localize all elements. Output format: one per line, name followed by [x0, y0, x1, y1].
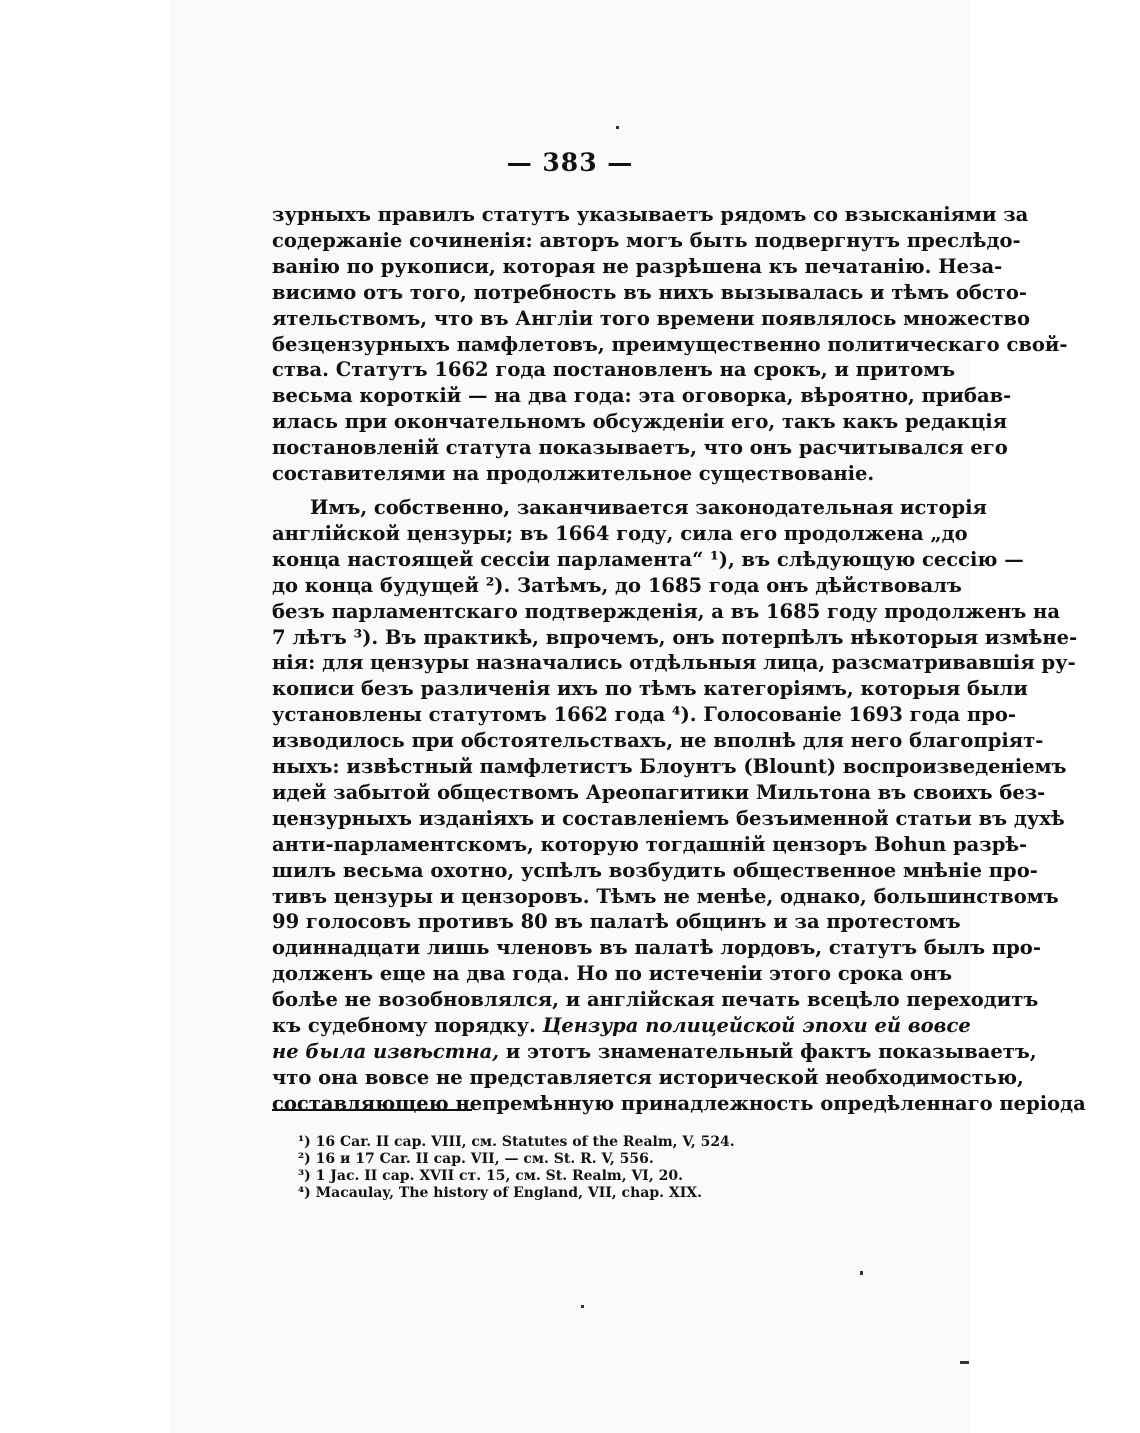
- text-line: весьма короткій — на два года: эта оговорка, вѣроятно, прибав-: [272, 384, 1012, 408]
- footnote-4: ⁴) Macaulay, The history of England, VII, chap. XIX.: [298, 1185, 702, 1201]
- text-line: ныхъ: извѣстный памфлетистъ Блоунтъ (Blount) воспроизведеніемъ: [272, 755, 1067, 779]
- text-line: ства. Статутъ 1662 года постановленъ на срокъ, и притомъ: [272, 358, 956, 382]
- text-span: и этотъ знаменательный фактъ показываетъ,: [505, 1040, 1037, 1063]
- text-line: содержаніе сочиненія: авторъ могъ быть подвергнутъ преслѣдо-: [272, 228, 1021, 252]
- ink-speck: [616, 126, 619, 129]
- text-line: Имъ, собственно, заканчивается законодательная исторія: [310, 495, 987, 519]
- text-line: составителями на продолжительное существованіе.: [272, 462, 875, 486]
- text-line: 99 голосовъ противъ 80 въ палатѣ общинъ и за протестомъ: [272, 910, 961, 934]
- paragraph-1: [272, 202, 1068, 487]
- text-line: англійской цензуры; въ 1664 году, сила его продолжена „до: [272, 521, 968, 545]
- text-line: шилъ весьма охотно, успѣлъ возбудить общественное мнѣніе про-: [272, 858, 1038, 882]
- ink-speck: [860, 1271, 863, 1275]
- text-line-mixed: [272, 1039, 1037, 1065]
- text-line: долженъ еще на два года. Но по истеченіи этого срока онъ: [272, 962, 953, 986]
- text-line: изводилось при обстоятельствахъ, не вполнѣ для него благопріят-: [272, 729, 1044, 753]
- ink-speck: [581, 1305, 584, 1308]
- footnote-1: ¹) 16 Car. II cap. VIII, см. Statutes of the Realm, V, 524.: [298, 1134, 735, 1150]
- footnote-2: ²) 16 и 17 Car. II cap. VII, — см. St. R. V, 556.: [298, 1151, 654, 1167]
- text-line: установлены статутомъ 1662 года ⁴). Голосованіе 1693 года про-: [272, 703, 1016, 727]
- text-line: составляющею непремѣнную принадлежность опредѣленнаго періода: [272, 1091, 1086, 1115]
- ink-speck: [960, 1361, 969, 1364]
- text-line: илась при окончательномъ обсужденіи его, такъ какъ редакція: [272, 410, 1008, 434]
- text-line: что она вовсе не представляется исторической необходимостью,: [272, 1065, 1024, 1089]
- text-line: одиннадцати лишь членовъ въ палатѣ лордовъ, статутъ былъ про-: [272, 936, 1041, 960]
- text-line: конца настоящей сессіи парламента“ ¹), въ слѣдующую сессію —: [272, 547, 1024, 571]
- text-line: постановленій статута показываетъ, что онъ расчитывался его: [272, 436, 1008, 460]
- footnote-rule: [272, 1109, 472, 1111]
- page-number: — 383 —: [506, 148, 634, 177]
- text-line: зурныхъ правилъ статутъ указываетъ рядомъ со взысканіями за: [272, 203, 1029, 226]
- text-line: тивъ цензуры и цензоровъ. Тѣмъ не менѣе, однако, большинствомъ: [272, 884, 1059, 908]
- text-line: нія: для цензуры назначались отдѣльныя лица, разсматривавшія ру-: [272, 651, 1076, 675]
- footnote-3: ³) 1 Jac. II cap. XVII ст. 15, см. St. Realm, VI, 20.: [298, 1168, 683, 1184]
- text-line-mixed: [272, 1013, 971, 1039]
- text-line: цензурныхъ изданіяхъ и составленіемъ безъименной статьи въ духѣ: [272, 806, 1065, 830]
- paragraph-2: [272, 495, 1086, 1117]
- text-line: безъ парламентскаго подтвержденія, а въ 1685 году продолженъ на: [272, 599, 1060, 623]
- text-span: къ судебному порядку.: [272, 1014, 536, 1038]
- text-line: до конца будущей ²). Затѣмъ, до 1685 года онъ дѣйствовалъ: [272, 573, 962, 597]
- text-line: безцензурныхъ памфлетовъ, преимущественно политическаго свой-: [272, 332, 1068, 356]
- text-line: болѣе не возобновлялся, и англійская печать всецѣло переходитъ: [272, 988, 1039, 1012]
- text-line: кописи безъ различенія ихъ по тѣмъ категоріямъ, которыя были: [272, 677, 1028, 701]
- text-line: 7 лѣтъ ³). Въ практикѣ, впрочемъ, онъ потерпѣлъ нѣкоторыя измѣне-: [272, 625, 1078, 649]
- main-text: [272, 202, 1086, 1117]
- text-line: ятельствомъ, что въ Англіи того времени появлялось множество: [272, 306, 1030, 330]
- text-line: идей забытой обществомъ Ареопагитики Мильтона въ своихъ без-: [272, 780, 1046, 804]
- paragraph-gap: [272, 487, 870, 495]
- text-line: висимо отъ того, потребность въ нихъ вызывалась и тѣмъ обсто-: [272, 280, 1027, 304]
- footnotes: [298, 1134, 858, 1202]
- text-line: анти-парламентскомъ, которую тогдашній цензоръ Bohun разрѣ-: [272, 832, 1028, 856]
- italic-phrase-end: не была извѣстна,: [272, 1040, 500, 1063]
- italic-phrase: Цензура полицейской эпохи ей вовсе: [542, 1014, 971, 1038]
- text-line: ванію по рукописи, которая не разрѣшена къ печатанію. Неза-: [272, 254, 1003, 278]
